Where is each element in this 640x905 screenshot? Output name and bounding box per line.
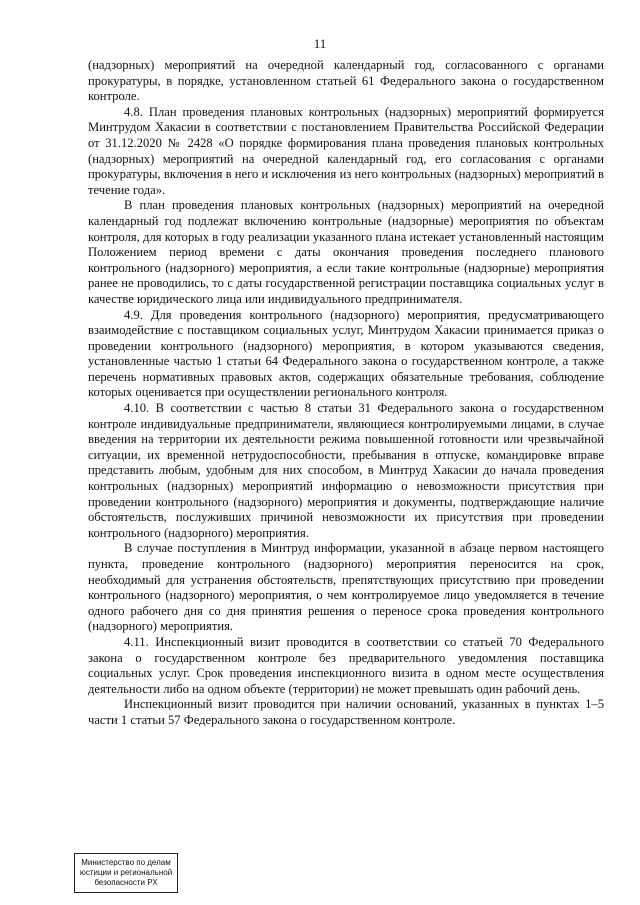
registration-stamp <box>74 853 178 893</box>
stamp-line-1: Министерство по делам <box>81 858 171 867</box>
paragraph-plan-inclusion: В план проведения плановых контрольных (надзорных) мероприятий на очередной календарный год подлежат включению контрольные (надзорные) мероприятия по объектам контроля, для которых в году реализации указанного плана истекает установленный настоящим Положением период времени с даты окончания проведения последнего планового контрольного (надзорного) мероприятия, а если такие контрольные (надзорные) мероприятия ранее не проводились, то с даты государственной регистрации поставщика социальных услуг в качестве юридического лица или индивидуального предпринимателя. <box>88 198 604 306</box>
stamp-line-2: юстиции и региональной <box>79 868 173 877</box>
stamp-line-3: безопасности РХ <box>94 878 158 887</box>
paragraph-inspection-grounds: Инспекционный визит проводится при наличии оснований, указанных в пунктах 1–5 части 1 статьи 57 Федерального закона о государственном контроле. <box>88 697 604 727</box>
document-body <box>88 58 604 729</box>
paragraph-4-10: 4.10. В соответствии с частью 8 статьи 31 Федерального закона о государственном контроле индивидуальные предприниматели, являющиеся контролируемыми лицами, в случае введения на территории их деятельности режима повышенной готовности или чрезвычайной ситуации, их временной нетрудоспособности, пребывания в отпуске, командировке вправе представить любым, удобным для них способом, в Минтруд Хакасии до начала проведения контрольных (надзорных) мероприятий информацию о невозможности присутствия при проведении контрольного (надзорного) мероприятия и документы, подтверждающие наличие обстоятельств, послуживших причиной невозможности их присутствия при проведении контрольного (надзорного) мероприятия. <box>88 401 604 540</box>
paragraph-4-11: 4.11. Инспекционный визит проводится в соответствии со статьей 70 Федерального закона о государственном контроле без предварительного уведомления поставщика социальных услуг. Срок проведения инспекционного визита в одном месте осуществления деятельности либо на одном объекте (территории) не может превышать один рабочий день. <box>88 634 604 696</box>
paragraph-postponement: В случае поступления в Минтруд информации, указанной в абзаце первом настоящего пункта, проведение контрольного (надзорного) мероприятия переносится на срок, необходимый для устранения обстоятельств, препятствующих присутствию при проведении контрольного (надзорного) мероприятия, о чем контролируемое лицо уведомляется в течение одного рабочего дня со дня принятия решения о переносе срока проведения контрольного (надзорного) мероприятия. <box>88 541 604 634</box>
page-number: 11 <box>313 36 327 51</box>
paragraph-4-9: 4.9. Для проведения контрольного (надзорного) мероприятия, предусматривающего взаимодействие с поставщиком социальных услуг, Минтрудом Хакасии принимается приказ о проведении контрольного (надзорного) мероприятия, в котором указываются сведения, установленные частью 1 статьи 64 Федерального закона о государственном контроле, а также перечень нормативных правовых актов, содержащих обязательные требования, соблюдение которых оценивается при осуществлении регионального контроля. <box>88 307 604 400</box>
paragraph-4-8: 4.8. План проведения плановых контрольных (надзорных) мероприятий формируется Минтрудом Хакасии в соответствии с постановлением Правительства Российской Федерации от 31.12.2020 № 2428 «О порядке формирования плана проведения плановых контрольных (надзорных) мероприятий на очередной календарный год, его согласования с органами прокуратуры, включения в него и исключения из него контрольных (надзорных) мероприятий в течение года». <box>88 104 604 197</box>
paragraph-continuation: (надзорных) мероприятий на очередной календарный год, согласованного с органами прокуратуры, в порядке, установленном статьей 61 Федерального закона о государственном контроле. <box>88 58 604 104</box>
